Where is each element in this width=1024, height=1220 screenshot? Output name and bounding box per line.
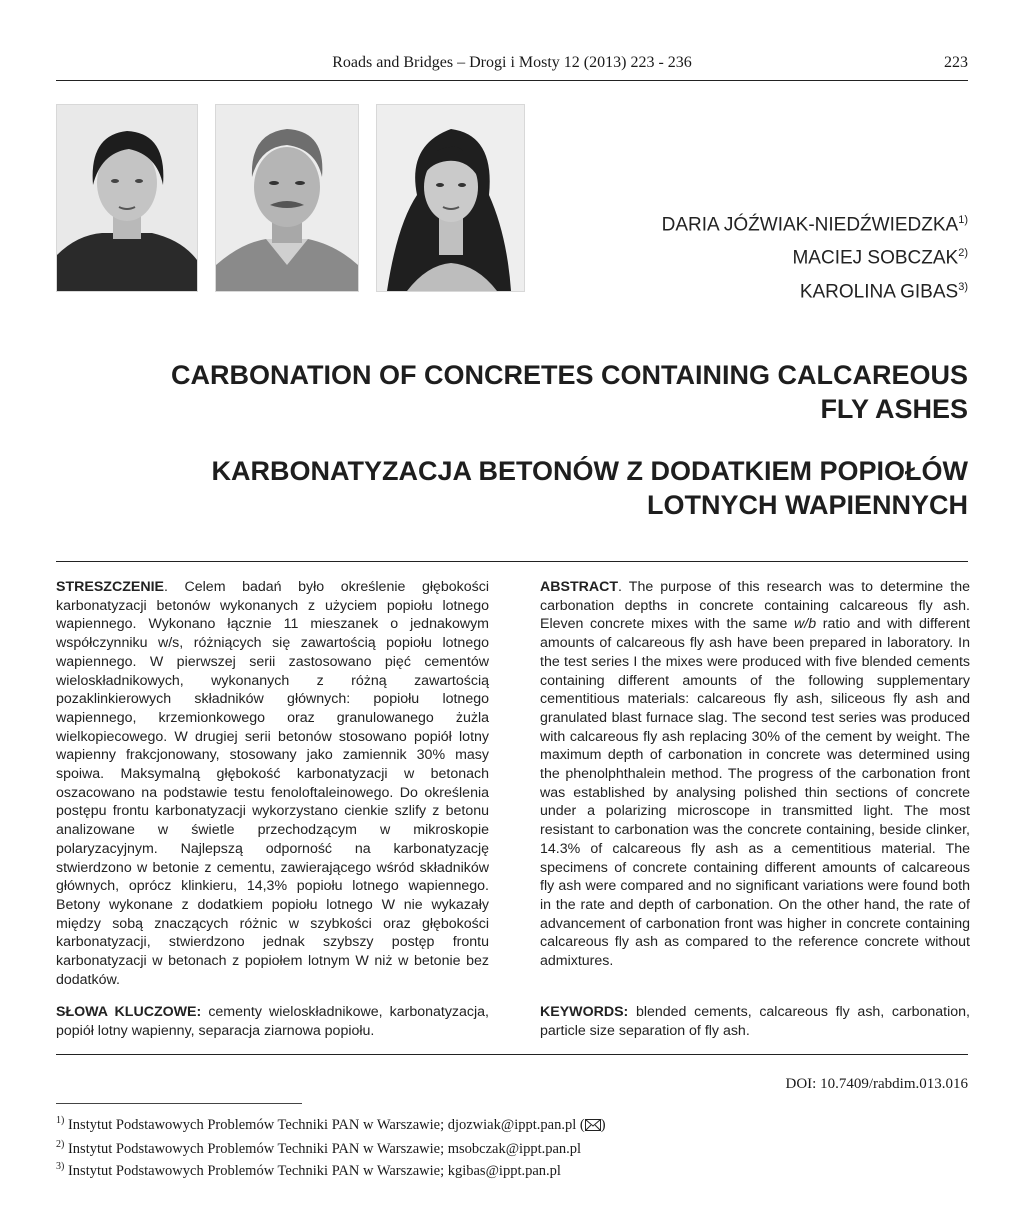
author-list (662, 206, 968, 306)
footnote-3: $^{3)}$ Instytut Podstawowych Problemów Techniki PAN w Warszawie; kgibas@ippt.pan.pl (56, 1160, 561, 1179)
affiliation-mark: 1) (958, 214, 968, 226)
streszczenie-label: STRESZCZENIE (56, 579, 164, 595)
title-english: CARBONATION OF CONCRETES CONTAINING CALCAREOUS FLY ASHES (171, 360, 968, 424)
author-photo-3 (376, 104, 525, 292)
running-header (56, 52, 968, 81)
author-2: MACIEJ SOBCZAK$^{2)}$ (792, 247, 968, 269)
keywords-label: KEYWORDS: (540, 1004, 629, 1020)
keywords-polish: SŁOWA KLUCZOWE: cementy wieloskładnikowe, karbonatyzacja, popiół lotny wapienny, separacja ziarnowa popiołu. (56, 1004, 489, 1039)
streszczenie-paragraph: STRESZCZENIE. Celem badań było określenie głębokości karbonatyzacji betonów wykonanych z użyciem popiołu lotnego wapiennego. Wykonano łącznie 11 mieszanek o jednakowym współczynniku w/s, różniących się zawartością popiołu lotnego wapiennego. W pierwszej serii zastosowano pięć cementów wieloskładnikowych, wykonanych z różną zawartością pozaklinkierowych składników głównych: popiołu lotnego wapiennego, krzemionkowego oraz granulowanego żużla wielkopiecowego. W drugiej serii betonów stosowano popiół lotny wapienny frakcjonowany, stosowany jako zamiennik 30% masy spoiwa. Maksymalną głębokość karbonatyzacji w betonach oszacowano na podstawie testu fenoloftaleinowego. Do określenia postępu frontu karbonatyzacji wykorzystano cienkie szlify z betonu analizowane w świetle przechodzącym w mikroskopie polaryzacyjnym. Najlepszą odporność na karbonatyzację stwierdzono w betonie z cementu, zawierającego wśród składników głównych, oprócz klinkieru, 14,3% popiołu lotnego wapiennego. Betony wykonane z dodatkiem popiołu lotnego W nie wykazały między sobą znaczących różnic w szybkości oraz głębokości karbonatyzacji, stwierdzono jednak szybszy postęp frontu karbonatyzacji w betonach z popiołem lotnym W niż w betonie bez dodatków. (56, 579, 489, 988)
author-photo-1 (56, 104, 198, 292)
affiliation-mark: 3) (958, 280, 968, 293)
journal-citation: Roads and Bridges – Drogi i Mosty 12 (2013) 223 - 236 (332, 54, 692, 71)
keywords-english: KEYWORDS: blended cements, calcareous fly ash, carbonation, particle size separation of fly ash. (540, 1004, 970, 1039)
abstract-label: ABSTRACT (540, 579, 619, 595)
abstract-english-column (540, 578, 970, 971)
author-photo-2 (215, 104, 359, 292)
affiliation-mark: 2) (958, 247, 968, 260)
slowa-kluczowe-label: SŁOWA KLUCZOWE: (56, 1004, 202, 1020)
footnote-1: $^{1)}$ Instytut Podstawowych Problemów Techniki PAN w Warszawie; djozwiak@ippt.pan.pl ( ) (56, 1112, 606, 1136)
abstract-polish-column (56, 578, 489, 989)
divider-top (56, 561, 968, 562)
footnote-rule (56, 1103, 302, 1104)
doi: DOI: 10.7409/rabdim.013.016 (785, 1076, 968, 1092)
author-3: KAROLINA GIBAS$^{3)}$ (799, 280, 968, 302)
author-1: DARIA JÓŹWIAK-NIEDŹWIEDZKA$^{1)}$ (661, 214, 968, 236)
page-number: 223 (944, 54, 968, 71)
title-polish: KARBONATYZACJA BETONÓW Z DODATKIEM POPIOŁÓW LOTNYCH WAPIENNYCH (211, 456, 968, 520)
envelope-icon (585, 1118, 601, 1136)
divider-bottom (56, 1054, 968, 1055)
footnote-2: $^{2)}$ Instytut Podstawowych Problemów Techniki PAN w Warszawie; msobczak@ippt.pan.pl (56, 1138, 582, 1157)
abstract-paragraph: ABSTRACT. The purpose of this research was to determine the carbonation depths in concrete containing calcareous fly ash. Eleven concrete mixes with the same w/b ratio and with different amounts of calcareous fly ash have been prepared in laboratory. In the test series I the mixes were produced with five blended cements containing different amounts of the following supplementary cementitious materials: calcareous fly ash, siliceous fly ash and granulated blast furnace slag. The second test series was produced with calcareous fly ash replacing 30% of the cement by weight. The maximum depth of carbonation in concrete was determined using the phenolphthalein method. The progress of the carbonation front was established by analysing polished thin sections of concrete under a polarizing microscope in transmitted light. The most resistant to carbonation was the concrete containing, beside clinker, 14.3% of calcareous fly ash as a cementitious material. The specimens of concrete containing different amounts of calcareous fly ash were compared and no significant variations were found both in the rate and depth of carbonation. On the other hand, the rate of advancement of carbonation front was higher in concrete containing calcareous fly ash as compared to the reference concrete without admixtures. (540, 579, 970, 970)
footnotes (56, 1112, 606, 1179)
